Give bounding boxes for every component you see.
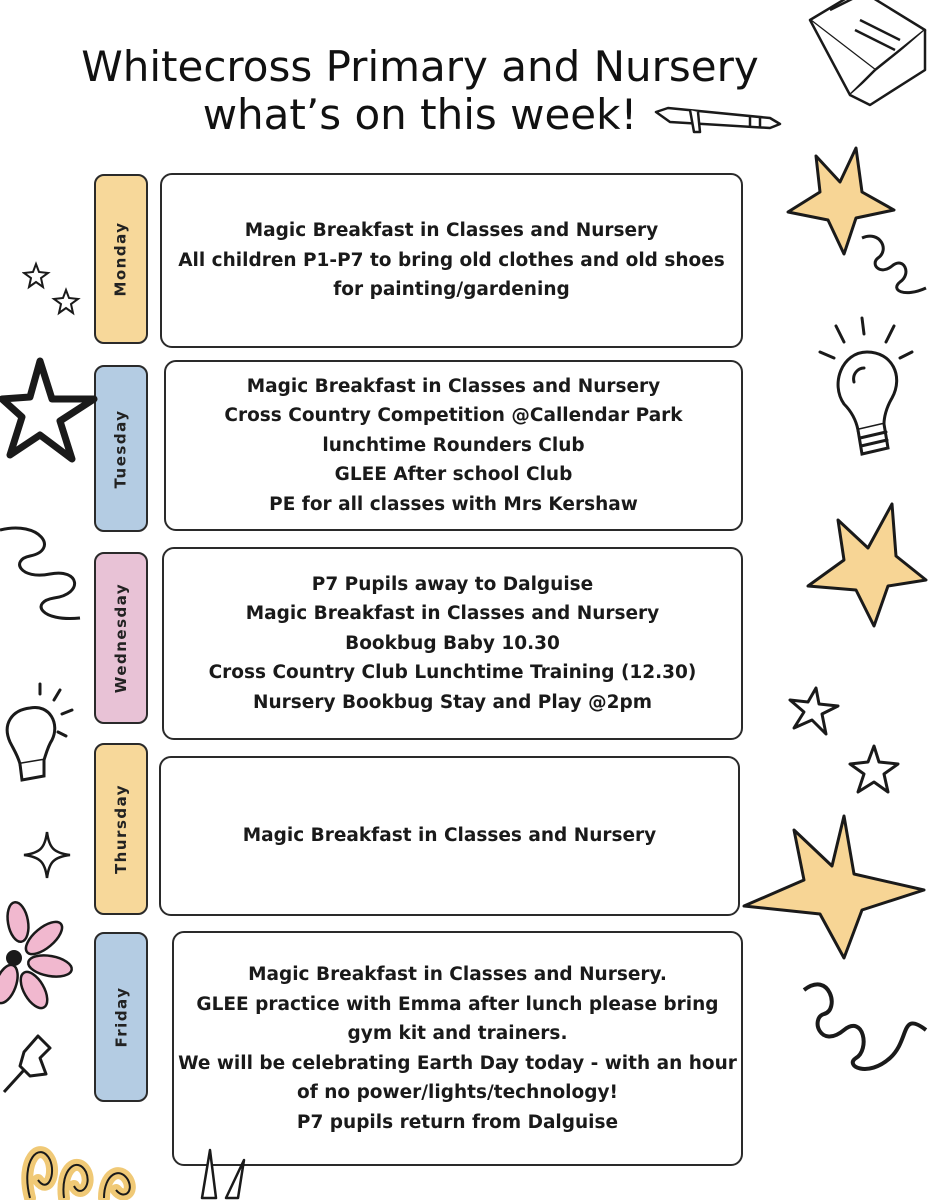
day-label-thursday: Thursday xyxy=(112,783,130,875)
event-line: GLEE After school Club xyxy=(334,464,573,486)
event-line: Cross Country Competition @Callendar Park xyxy=(224,405,683,427)
day-tab-wednesday xyxy=(94,552,148,724)
day-label-monday: Monday xyxy=(112,221,130,297)
sparkle-icon xyxy=(22,830,72,880)
star-icon xyxy=(738,810,928,960)
page-title-line2: what’s on this week! xyxy=(202,90,638,139)
spring-icon xyxy=(800,970,928,1080)
event-line: gym kit and trainers. xyxy=(347,1023,568,1044)
event-line: Nursery Bookbug Stay and Play @2pm xyxy=(252,691,652,713)
event-line: Magic Breakfast in Classes and Nursery xyxy=(246,375,661,397)
event-line: Magic Breakfast in Classes and Nursery xyxy=(245,603,660,625)
event-line: Cross Country Club Lunchtime Training (12.30) xyxy=(208,662,697,684)
event-line: Magic Breakfast in Classes and Nursery xyxy=(242,825,657,847)
day-tab-friday xyxy=(94,932,148,1102)
pushpin-icon xyxy=(0,1030,70,1100)
event-line: Magic Breakfast in Classes and Nursery. xyxy=(248,964,667,985)
spiral-icon xyxy=(0,510,90,630)
day-box-tuesday xyxy=(164,360,743,531)
book-icon xyxy=(800,0,928,110)
event-line: P7 Pupils away to Dalguise xyxy=(311,573,594,595)
confetti-icon xyxy=(196,1130,256,1200)
event-line: lunchtime Rounders Club xyxy=(322,434,585,456)
event-line: of no power/lights/technology! xyxy=(297,1082,618,1103)
event-line: All children P1-P7 to bring old clothes and old shoes xyxy=(178,249,725,271)
day-box-friday xyxy=(172,931,743,1166)
event-line: We will be celebrating Earth Day today - with an hour xyxy=(178,1052,737,1074)
lightbulb-icon xyxy=(812,312,928,472)
day-box-monday xyxy=(160,173,743,348)
spiral-icon xyxy=(20,1120,160,1200)
day-tab-monday xyxy=(94,174,148,344)
page-title-line1: Whitecross Primary and Nursery xyxy=(81,42,759,91)
day-label-friday: Friday xyxy=(112,986,131,1048)
day-box-thursday xyxy=(159,756,740,916)
pen-icon xyxy=(650,98,790,138)
spring-icon xyxy=(860,230,928,300)
event-line: Bookbug Baby 10.30 xyxy=(345,632,560,654)
event-line: for painting/gardening xyxy=(333,279,570,301)
flower-icon xyxy=(0,900,75,1010)
small-star-icon xyxy=(846,742,902,798)
day-tab-thursday xyxy=(94,743,148,915)
day-tab-tuesday xyxy=(94,365,148,532)
small-star-icon xyxy=(22,260,82,320)
event-line: P7 pupils return from Dalguise xyxy=(296,1111,619,1133)
star-icon xyxy=(800,500,928,630)
event-line: PE for all classes with Mrs Kershaw xyxy=(269,493,638,515)
day-label-tuesday: Tuesday xyxy=(112,408,131,489)
day-box-wednesday xyxy=(162,547,743,740)
lightbulb-icon xyxy=(0,680,80,790)
small-star-icon xyxy=(786,684,842,740)
event-line: GLEE practice with Emma after lunch please bring xyxy=(196,993,719,1015)
day-label-wednesday: Wednesday xyxy=(112,582,131,694)
event-line: Magic Breakfast in Classes and Nursery xyxy=(244,220,659,242)
outline-star-icon xyxy=(0,355,100,465)
